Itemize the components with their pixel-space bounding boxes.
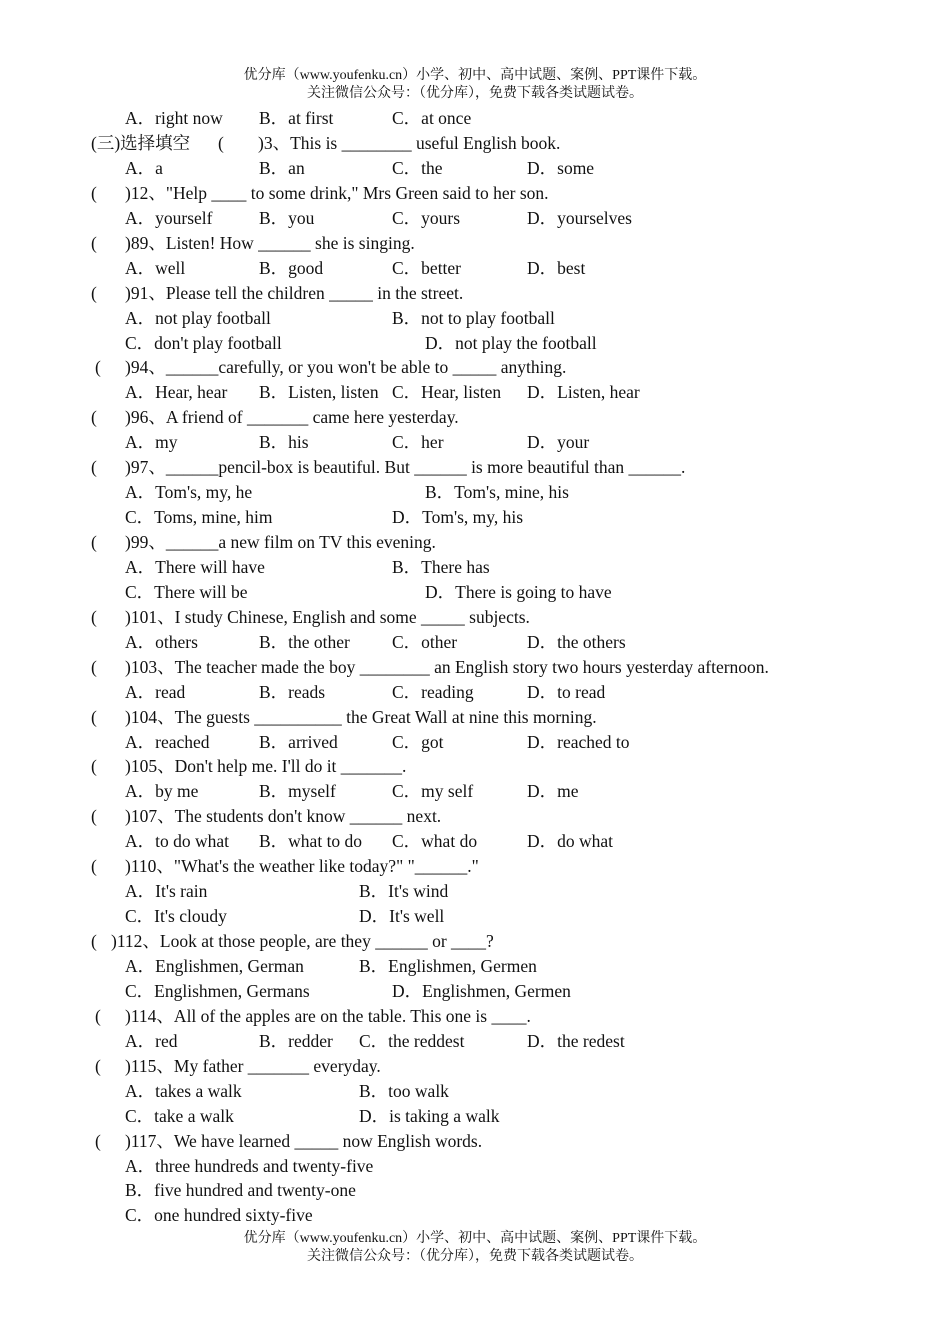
exercise-line-segment: B．too walk (359, 1080, 449, 1101)
exercise-line-start: A．my (125, 432, 178, 453)
exercise-line-segment: B．an (259, 157, 305, 178)
exercise-line-start: A．a (125, 157, 163, 178)
exercise-line-start: A．right now (125, 108, 223, 128)
exercise-line-segment: C．got (392, 731, 444, 752)
exercise-line-segment: C．reading (392, 681, 474, 702)
exercise-line-start: C．take a walk (125, 1105, 234, 1126)
exercise-line-segment: )101、I study Chinese, English and some _____ subjects. (125, 606, 530, 627)
exercise-line-segment: )96、A friend of _______ came here yesterday. (125, 407, 459, 428)
exercise-line-start: A．Tom's, my, he (125, 482, 253, 503)
exercise-line-segment: B．redder (259, 1030, 333, 1051)
exercise-line-segment: D．reached to (527, 731, 630, 752)
exercise-line-segment: C．yours (392, 207, 461, 228)
exercise-line-start: ( (91, 856, 97, 877)
exercise-line-start: A．Englishmen, German (125, 956, 304, 976)
exercise-line-start: A．others (125, 631, 198, 652)
footer-line-2: 关注微信公众号：（优分库），免费下载各类试题试卷。 (307, 1249, 643, 1264)
exercise-line-segment: D．It's well (359, 906, 445, 927)
exercise-line-start: A．Hear, hear (125, 382, 228, 403)
exercise-line-segment: C．my self (392, 781, 474, 802)
exercise-line-segment: )103、The teacher made the boy ________ an English story two hours yesterday afternoon. (125, 656, 769, 677)
exercise-line-start: ( (91, 532, 97, 552)
exercise-line-start: A．three hundreds and twenty-five (125, 1155, 374, 1176)
exercise-line-start: A．It's rain (125, 881, 208, 902)
exercise-line-start: ( (91, 282, 97, 303)
exercise-line-start: A．takes a walk (125, 1080, 242, 1101)
exercise-line-start: C．Toms, mine, him (125, 507, 273, 527)
exercise-line-segment: D．Tom's, my, his (392, 507, 524, 527)
exercise-line-segment: B．myself (259, 781, 336, 802)
exercise-line-segment: )105、Don't help me. I'll do it _______. (125, 756, 407, 777)
exercise-line-start: A．There will have (125, 556, 265, 577)
exercise-line-start: ( (91, 232, 97, 253)
exercise-line-start: A．red (125, 1030, 178, 1051)
exercise-line-start: ( (91, 656, 97, 677)
exercise-line-segment: D．the others (527, 631, 626, 652)
exercise-line-segment: C．her (392, 432, 444, 453)
exercise-line-start: ( (91, 806, 97, 827)
exercise-line-segment: )117、We have learned _____ now English words. (125, 1130, 483, 1151)
exercise-line-start: ( (91, 457, 97, 478)
exercise-line-segment: )114、All of the apples are on the table. This one is ____. (125, 1005, 531, 1026)
exercise-line-start: C．Englishmen, Germans (125, 980, 310, 1001)
exercise-line-start: A．well (125, 257, 186, 278)
exercise-line-start: A．yourself (125, 207, 213, 228)
exercise-line-start: C．It's cloudy (125, 906, 227, 927)
exercise-line-segment: )12、"Help ____ to some drink," Mrs Green said to her son. (125, 182, 549, 203)
exercise-line-segment: )91、Please tell the children _____ in the street. (125, 282, 464, 303)
exercise-line-segment: C．the reddest (359, 1030, 465, 1051)
exercise-line-segment: D．There is going to have (425, 581, 612, 602)
exercise-line-start: A．to do what (125, 831, 230, 852)
exercise-line-segment: D．yourselves (527, 207, 632, 228)
exercise-line-segment: B．not to play football (392, 307, 555, 328)
exercise-line-start: ( (95, 1005, 101, 1026)
exercise-line-segment: )112、Look at those people, are they ______ or ____? (111, 931, 494, 951)
exercise-line-segment: C．the (392, 157, 443, 178)
exercise-line-start: ( (91, 407, 97, 428)
page-footer (0, 1230, 950, 1266)
exercise-line-segment: )115、My father _______ everyday. (125, 1055, 381, 1076)
exercise-line-start: A．read (125, 681, 186, 702)
exercise-line-segment: C．other (392, 631, 458, 652)
exercise-line-segment: B．Tom's, mine, his (425, 482, 569, 503)
exercise-line-segment: D．Englishmen, Germen (392, 980, 571, 1001)
exercise-line-start: ( (91, 931, 97, 951)
exercise-line-segment: )3、This is ________ useful English book. (258, 132, 561, 153)
exercise-line-segment: C．Hear, listen (392, 382, 502, 403)
page-header (0, 67, 950, 103)
exercise-line-segment: B．at first (259, 108, 334, 128)
exercise-line-segment: )110、"What's the weather like today?" "______." (125, 856, 479, 877)
exercise-line-segment: D．not play the football (425, 332, 597, 353)
exercise-line-start: A．by me (125, 781, 199, 802)
exercise-line-segment: B．Englishmen, Germen (359, 956, 537, 976)
exercise-line-segment: D．is taking a walk (359, 1105, 500, 1126)
exercise-line-segment: B．It's wind (359, 881, 449, 902)
exercise-line-segment: B．what to do (259, 831, 363, 852)
exercise-line-segment: C．better (392, 257, 462, 278)
exercise-line-segment: B．good (259, 257, 324, 278)
exercise-line-segment: B．his (259, 432, 309, 453)
exercise-line-segment: B．the other (259, 631, 350, 652)
exercise-line-segment: )94、______carefully, or you won't be able to _____ anything. (125, 357, 567, 378)
exercise-line-segment: D．do what (527, 831, 614, 852)
header-line-1: 优分库（www.youfenku.cn）小学、初中、高中试题、案例、PPT课件下载。 (243, 68, 707, 83)
exercise-line-segment: )97、______pencil-box is beautiful. But ______ is more beautiful than ______. (125, 457, 686, 478)
exercise-line-segment: D．your (527, 432, 590, 453)
exercise-line-segment: B．There has (392, 556, 490, 577)
exercise-line-start: (三)选择填空 (91, 132, 191, 153)
exercise-line-segment: C．what do (392, 831, 478, 852)
exercise-line-start: ( (95, 357, 101, 378)
exercise-line-start: ( (95, 1055, 101, 1076)
exercise-line-start: B．five hundred and twenty-one (125, 1180, 356, 1201)
exercise-line-segment: D．the redest (527, 1030, 625, 1051)
exercise-line-start: A．reached (125, 731, 210, 752)
exercise-line-start: C．don't play football (125, 332, 282, 353)
exercise-line-segment: )89、Listen! How ______ she is singing. (125, 232, 415, 253)
exercise-line-start: A．not play football (125, 307, 271, 328)
exercise-line-segment: ( (218, 132, 224, 153)
header-line-2: 关注微信公众号：（优分库），免费下载各类试题试卷。 (307, 86, 643, 101)
exercise-line-segment: D．Listen, hear (527, 382, 640, 403)
exercise-line-segment: D．to read (527, 681, 606, 702)
exercise-line-segment: D．some (527, 157, 595, 178)
exercise-line-segment: B．you (259, 207, 315, 228)
exercise-line-segment: C．at once (392, 108, 472, 128)
exercise-line-start: ( (91, 182, 97, 203)
exercise-line-segment: B．reads (259, 681, 326, 702)
exercise-line-segment: B．Listen, listen (259, 382, 379, 403)
exercise-line-segment: B．arrived (259, 731, 338, 752)
exercise-line-segment: )107、The students don't know ______ next. (125, 806, 442, 827)
exercise-line-start: C．one hundred sixty-five (125, 1205, 313, 1226)
exercise-line-segment: )104、The guests __________ the Great Wall at nine this morning. (125, 706, 597, 727)
exercise-line-start: ( (91, 606, 97, 627)
exercise-line-start: ( (95, 1130, 101, 1151)
exercise-line-segment: )99、______a new film on TV this evening. (125, 532, 436, 552)
exercise-line-segment: D．me (527, 781, 579, 802)
exercise-line-start: ( (91, 756, 97, 777)
exercise-line-start: ( (91, 706, 97, 727)
exercise-line-segment: D．best (527, 257, 586, 278)
footer-line-1: 优分库（www.youfenku.cn）小学、初中、高中试题、案例、PPT课件下载。 (243, 1231, 707, 1246)
exercise-line-start: C．There will be (125, 581, 248, 602)
